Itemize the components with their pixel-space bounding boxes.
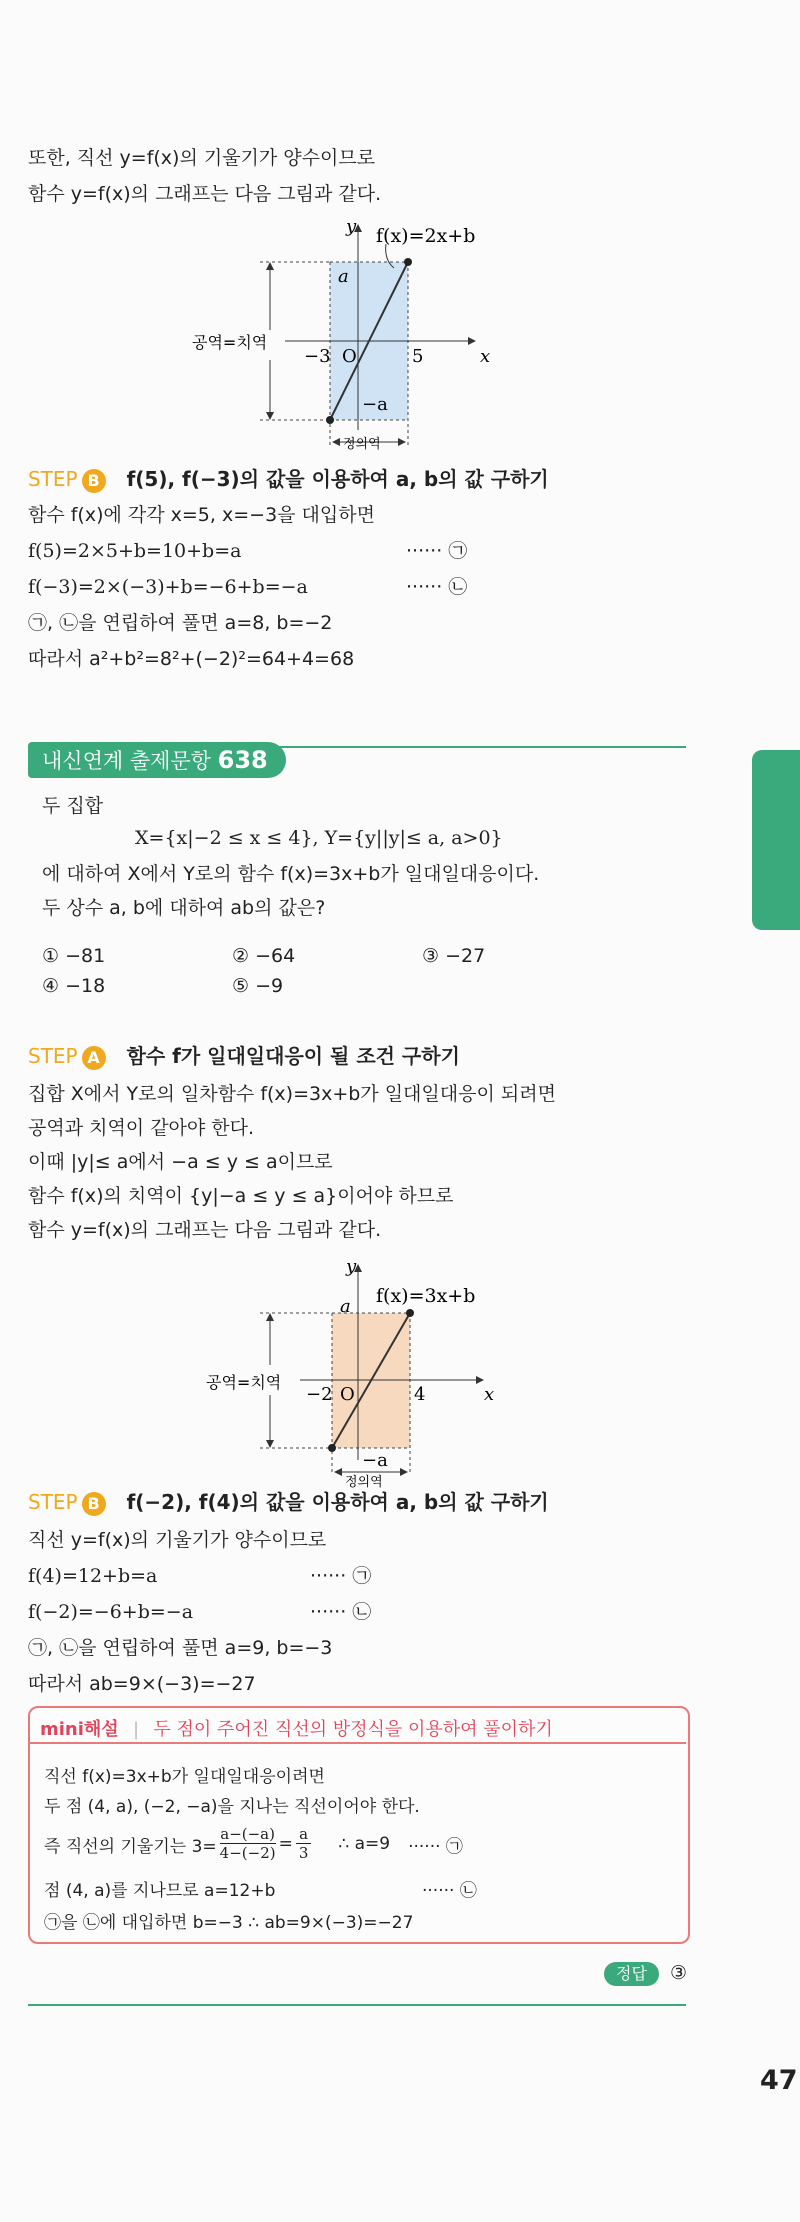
equation: f(−2)=−6+b=−a [28,1601,194,1623]
page-number: 47 [760,2065,798,2096]
tick-pos: 5 [412,346,424,367]
text-line: 이때 |y|≤ a에서 −a ≤ y ≤ a이므로 [28,1151,333,1173]
choice-2[interactable]: ② −64 [232,945,296,967]
text-line: 함수 f(x)에 각각 x=5, x=−3을 대입하면 [28,504,375,526]
choices-row-2 [42,974,422,998]
tick-neg: −2 [306,1384,333,1405]
text-line: 함수 f(x)의 치역이 {y|−a ≤ y ≤ a}이어야 하므로 [28,1185,454,1207]
label-neg-a: −a [362,394,388,415]
answer [604,1962,687,1986]
mini-divider [28,1742,686,1744]
text-line: 공역과 치역이 같아야 한다. [28,1117,255,1139]
text-line: 두 점 (4, a), (−2, −a)을 지나는 직선이어야 한다. [44,1797,420,1817]
equation: f(5)=2×5+b=10+b=a [28,540,242,562]
x-axis-label: x [480,346,491,367]
text-line: 두 상수 a, b에 대하여 ab의 값은? [42,897,326,919]
text-line: 함수 y=f(x)의 그래프는 다음 그림과 같다. [28,1219,382,1241]
origin-label: O [340,1384,355,1405]
fraction-numerator: a [299,1825,309,1843]
origin-label: O [342,346,357,367]
step-b-badge: B [82,469,106,493]
choice-4[interactable]: ④ −18 [42,975,106,997]
text-line: 에 대하여 X에서 Y로의 함수 f(x)=3x+b가 일대일대응이다. [42,863,540,885]
y-axis-label: y [346,216,357,237]
tick-neg: −3 [304,346,331,367]
mini-heading: mini해설 | 두 점이 주어진 직선의 방정식을 이용하여 풀이하기 [40,1719,553,1740]
text-line: ㉠, ㉡을 연립하여 풀면 a=9, b=−3 [28,1637,333,1659]
equation: f(4)=12+b=a [28,1565,158,1587]
function-label: f(x)=2x+b [376,225,476,247]
choices-row-1 [42,944,612,968]
equation-marker: ······ ㉠ [408,1836,463,1857]
graph-2 [200,1250,510,1490]
fraction-denominator: 3 [296,1843,312,1862]
text-line: 또한, 직선 y=f(x)의 기울기가 양수이므로 [28,147,376,169]
answer-tag: 정답 [604,1962,659,1986]
slope-line: 즉 직선의 기울기는 3= $\frac{a-(-a)}{4-(-2)}$ = $\frac{a}{3}$ ∴ a=9 ······ ㉠ [44,1825,463,1862]
equation: f(−3)=2×(−3)+b=−6+b=−a [28,576,308,598]
fraction-numerator: a−(−a) [220,1825,275,1843]
text-line: ㉠, ㉡을 연립하여 풀면 a=8, b=−2 [28,612,333,634]
domain-label: 정의역 [343,437,381,452]
function-label: f(x)=3x+b [376,1285,476,1307]
fraction-denominator: 4−(−2) [219,1844,276,1862]
graph-1 [190,210,510,455]
equation-marker: ······ ㉡ [406,576,468,598]
choice-1[interactable]: ① −81 [42,945,106,967]
equation-marker: ······ ㉡ [422,1881,477,1901]
step-b-heading: STEP B f(5), f(−3)의 값을 이용하여 a, b의 값 구하기 [28,467,549,491]
domain-label: 정의역 [345,1475,383,1490]
text-line: ㉠을 ㉡에 대입하면 b=−3 ∴ ab=9×(−3)=−27 [44,1913,414,1933]
answer-value: ③ [670,1962,688,1984]
chapter-side-tab [752,750,800,930]
tick-pos: 4 [414,1384,426,1405]
problem-number: 638 [217,746,268,774]
text-line: 직선 y=f(x)의 기울기가 양수이므로 [28,1529,327,1551]
choice-5[interactable]: ⑤ −9 [232,975,284,997]
y-axis-label: y [346,1256,357,1277]
mini-title: 두 점이 주어진 직선의 방정식을 이용하여 풀이하기 [153,1719,553,1740]
step-b2-badge: B [82,1492,106,1516]
text-line: 직선 f(x)=3x+b가 일대일대응이려면 [44,1767,325,1787]
divider [28,2004,686,2006]
equation-marker: ······ ㉠ [406,540,468,562]
text-line: 따라서 ab=9×(−3)=−27 [28,1673,256,1695]
step-b2-heading: STEP B f(−2), f(4)의 값을 이용하여 a, b의 값 구하기 [28,1490,549,1514]
text-line: 함수 y=f(x)의 그래프는 다음 그림과 같다. [28,183,382,205]
equation-marker: ······ ㉠ [310,1565,372,1587]
problem-tag: 내신연계 출제문항 638 [28,742,286,778]
codomain-label: 공역=치역 [192,333,268,352]
set-definition: X={x|−2 ≤ x ≤ 4}, Y={y||y|≤ a, a>0} [135,827,503,849]
codomain-label: 공역=치역 [206,1373,282,1392]
x-axis-label: x [484,1384,495,1405]
label-a: a [340,1296,351,1317]
text-line: 점 (4, a)를 지나므로 a=12+b [44,1881,276,1901]
label-neg-a: −a [362,1450,388,1471]
choice-3[interactable]: ③ −27 [422,945,486,967]
label-a: a [338,266,349,287]
text-line: 집합 X에서 Y로의 일차함수 f(x)=3x+b가 일대일대응이 되려면 [28,1083,556,1105]
text-line: 따라서 a²+b²=8²+(−2)²=64+4=68 [28,648,355,670]
equation-marker: ······ ㉡ [310,1601,372,1623]
mini-label: mini해설 [40,1719,119,1740]
text-line: 두 집합 [42,795,104,817]
step-a-heading: STEP A 함수 f가 일대일대응이 될 조건 구하기 [28,1044,460,1068]
step-a-badge: A [82,1046,106,1070]
